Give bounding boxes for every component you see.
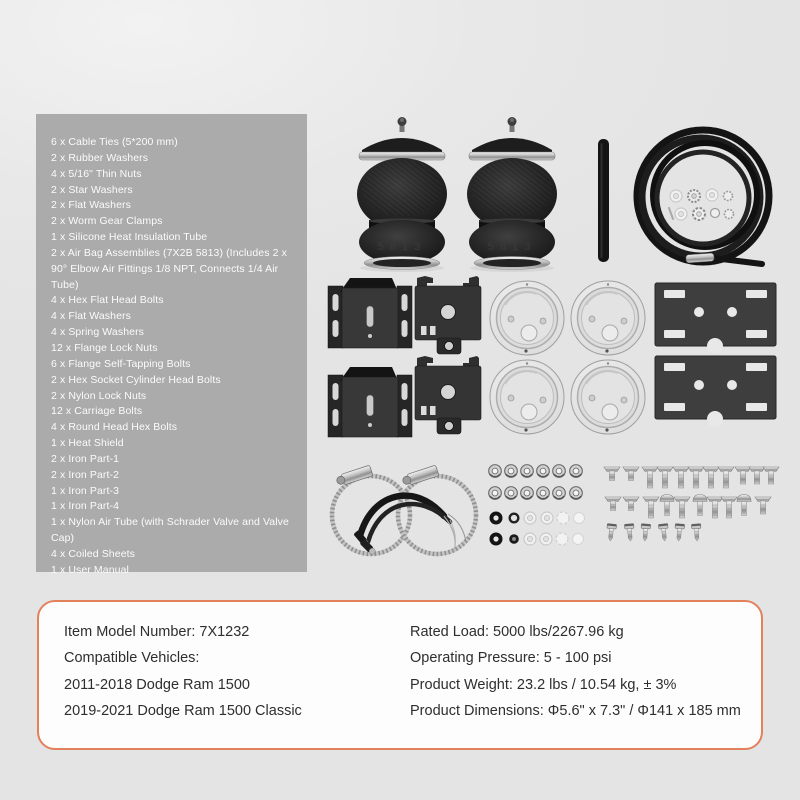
parts-list-item: 12 x Flange Lock Nuts bbox=[51, 341, 158, 354]
spec-item: Product Weight: 23.2 lbs / 10.54 kg, ± 3% bbox=[410, 676, 677, 693]
parts-list-item: 1 x Iron Part-3 bbox=[51, 484, 120, 497]
airbag-cup-plates-photo bbox=[490, 281, 645, 434]
parts-list-item: 4 x Spring Washers bbox=[51, 326, 145, 339]
specs-card bbox=[37, 600, 763, 750]
valve-hardware-photo bbox=[669, 189, 734, 220]
bolts-photo bbox=[604, 467, 779, 541]
lower-mounting-brackets-photo bbox=[328, 278, 412, 437]
worm-gear-clamps-photo bbox=[332, 465, 476, 556]
parts-list-item: 1 x Iron Part-4 bbox=[51, 500, 120, 513]
parts-list-item: 4 x Flat Washers bbox=[51, 310, 131, 323]
spec-item: Compatible Vehicles: bbox=[64, 650, 200, 667]
parts-list-item: 12 x Carriage Bolts bbox=[51, 405, 143, 418]
parts-list-item: 6 x Cable Ties (5*200 mm) bbox=[51, 136, 178, 148]
parts-list-item: 1 x Nylon Air Tube (with Schrader Valve and Valve Cap) bbox=[51, 516, 289, 545]
spec-item: Operating Pressure: 5 - 100 psi bbox=[410, 650, 612, 667]
parts-list-item: 4 x Hex Flat Head Bolts bbox=[51, 294, 164, 307]
parts-list-item: 4 x 5/16" Thin Nuts bbox=[51, 167, 142, 180]
parts-list-item: 2 x Rubber Washers bbox=[51, 151, 149, 164]
parts-list-item: 2 x Star Washers bbox=[51, 183, 133, 196]
parts-list-item: 2 x Iron Part-1 bbox=[51, 452, 120, 465]
spec-item: Product Dimensions: Φ5.6" x 7.3" / Φ141 x 185 mm bbox=[410, 703, 741, 720]
parts-list-item: 2 x Worm Gear Clamps bbox=[51, 215, 163, 228]
parts-list-item: 6 x Flange Self-Tapping Bolts bbox=[51, 357, 191, 370]
specs-right-column bbox=[410, 619, 747, 748]
nylon-air-tube-coil-photo bbox=[637, 130, 769, 264]
parts-list-item: 1 x Silicone Heat Insulation Tube bbox=[51, 231, 208, 244]
heat-insulation-tube-photo bbox=[598, 139, 609, 262]
airbag-embossed-text: 5813 bbox=[487, 241, 537, 253]
parts-list-item: 2 x Air Bag Assemblies (7X2B 5813) (Includes 2 x 90° Elbow Air Fittings 1/8 NPT, Connects 1/4 Air Tube) bbox=[51, 246, 287, 291]
heat-shield-plates-photo bbox=[655, 283, 776, 427]
spec-item: Item Model Number: 7X1232 bbox=[64, 624, 250, 640]
parts-list-item: 4 x Coiled Sheets bbox=[51, 547, 135, 560]
spec-item: 2011-2018 Dodge Ram 1500 bbox=[64, 676, 250, 693]
parts-list-item: 2 x Nylon Lock Nuts bbox=[51, 389, 147, 402]
parts-list-item: 4 x Round Head Hex Bolts bbox=[51, 421, 178, 434]
airbag-embossed-text: 5813 bbox=[377, 241, 427, 253]
spec-item: Rated Load: 5000 lbs/2267.96 kg bbox=[410, 624, 624, 640]
upper-mounting-brackets-photo bbox=[415, 276, 481, 434]
airbag-assemblies-photo bbox=[357, 117, 557, 272]
nuts-and-washers-photo bbox=[489, 465, 585, 546]
spec-item: 2019-2021 Dodge Ram 1500 Classic bbox=[64, 703, 302, 720]
parts-list-item: 2 x Flat Washers bbox=[51, 199, 131, 212]
parts-list-item: 2 x Iron Part-2 bbox=[51, 468, 120, 481]
parts-list-item: 1 x Heat Shield bbox=[51, 437, 124, 450]
parts-list-item: 2 x Hex Socket Cylinder Head Bolts bbox=[51, 373, 221, 386]
specs-left-column bbox=[64, 619, 410, 748]
parts-list-panel bbox=[36, 114, 307, 576]
parts-list-item: 1 x User Manual bbox=[51, 563, 129, 576]
